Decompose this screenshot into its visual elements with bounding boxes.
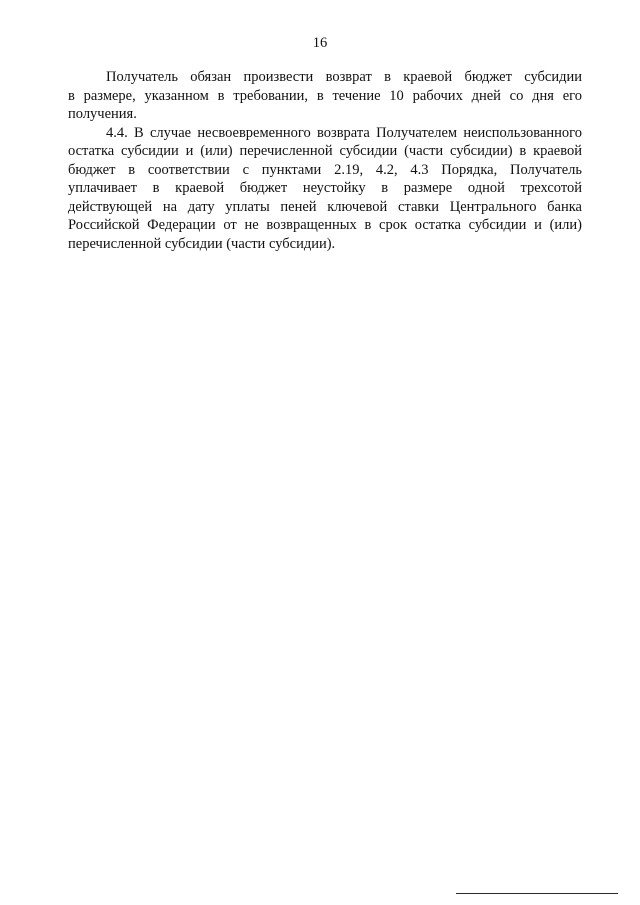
text-line: получения.	[68, 106, 137, 122]
document-body	[68, 68, 582, 253]
text-line: уплачивает в краевой бюджет неустойку в размере одной трехсотой	[68, 180, 582, 196]
bottom-rule-divider	[456, 893, 618, 894]
text-line: в размере, указанном в требовании, в течение 10 рабочих дней со дня его	[68, 87, 582, 104]
page-number: 16	[312, 35, 328, 51]
text-line: Российской Федерации от не возвращенных в срок остатка субсидии и (или)	[68, 217, 582, 233]
text-line: остатка субсидии и (или) перечисленной субсидии (части субсидии) в краевой	[68, 143, 582, 159]
text-line: перечисленной субсидии (части субсидии).	[68, 235, 336, 252]
paragraph-4-4-penalty	[68, 124, 582, 254]
text-line: действующей на дату уплаты пеней ключевой ставки Центрального банка	[68, 198, 582, 215]
text-line: бюджет в соответствии с пунктами 2.19, 4.2, 4.3 Порядка, Получатель	[68, 161, 582, 178]
text-line: Получатель обязан произвести возврат в краевой бюджет субсидии	[106, 69, 582, 85]
text-line: 4.4. В случае несвоевременного возврата Получателем неиспользованного	[106, 124, 582, 141]
paragraph-return-obligation	[68, 68, 582, 124]
